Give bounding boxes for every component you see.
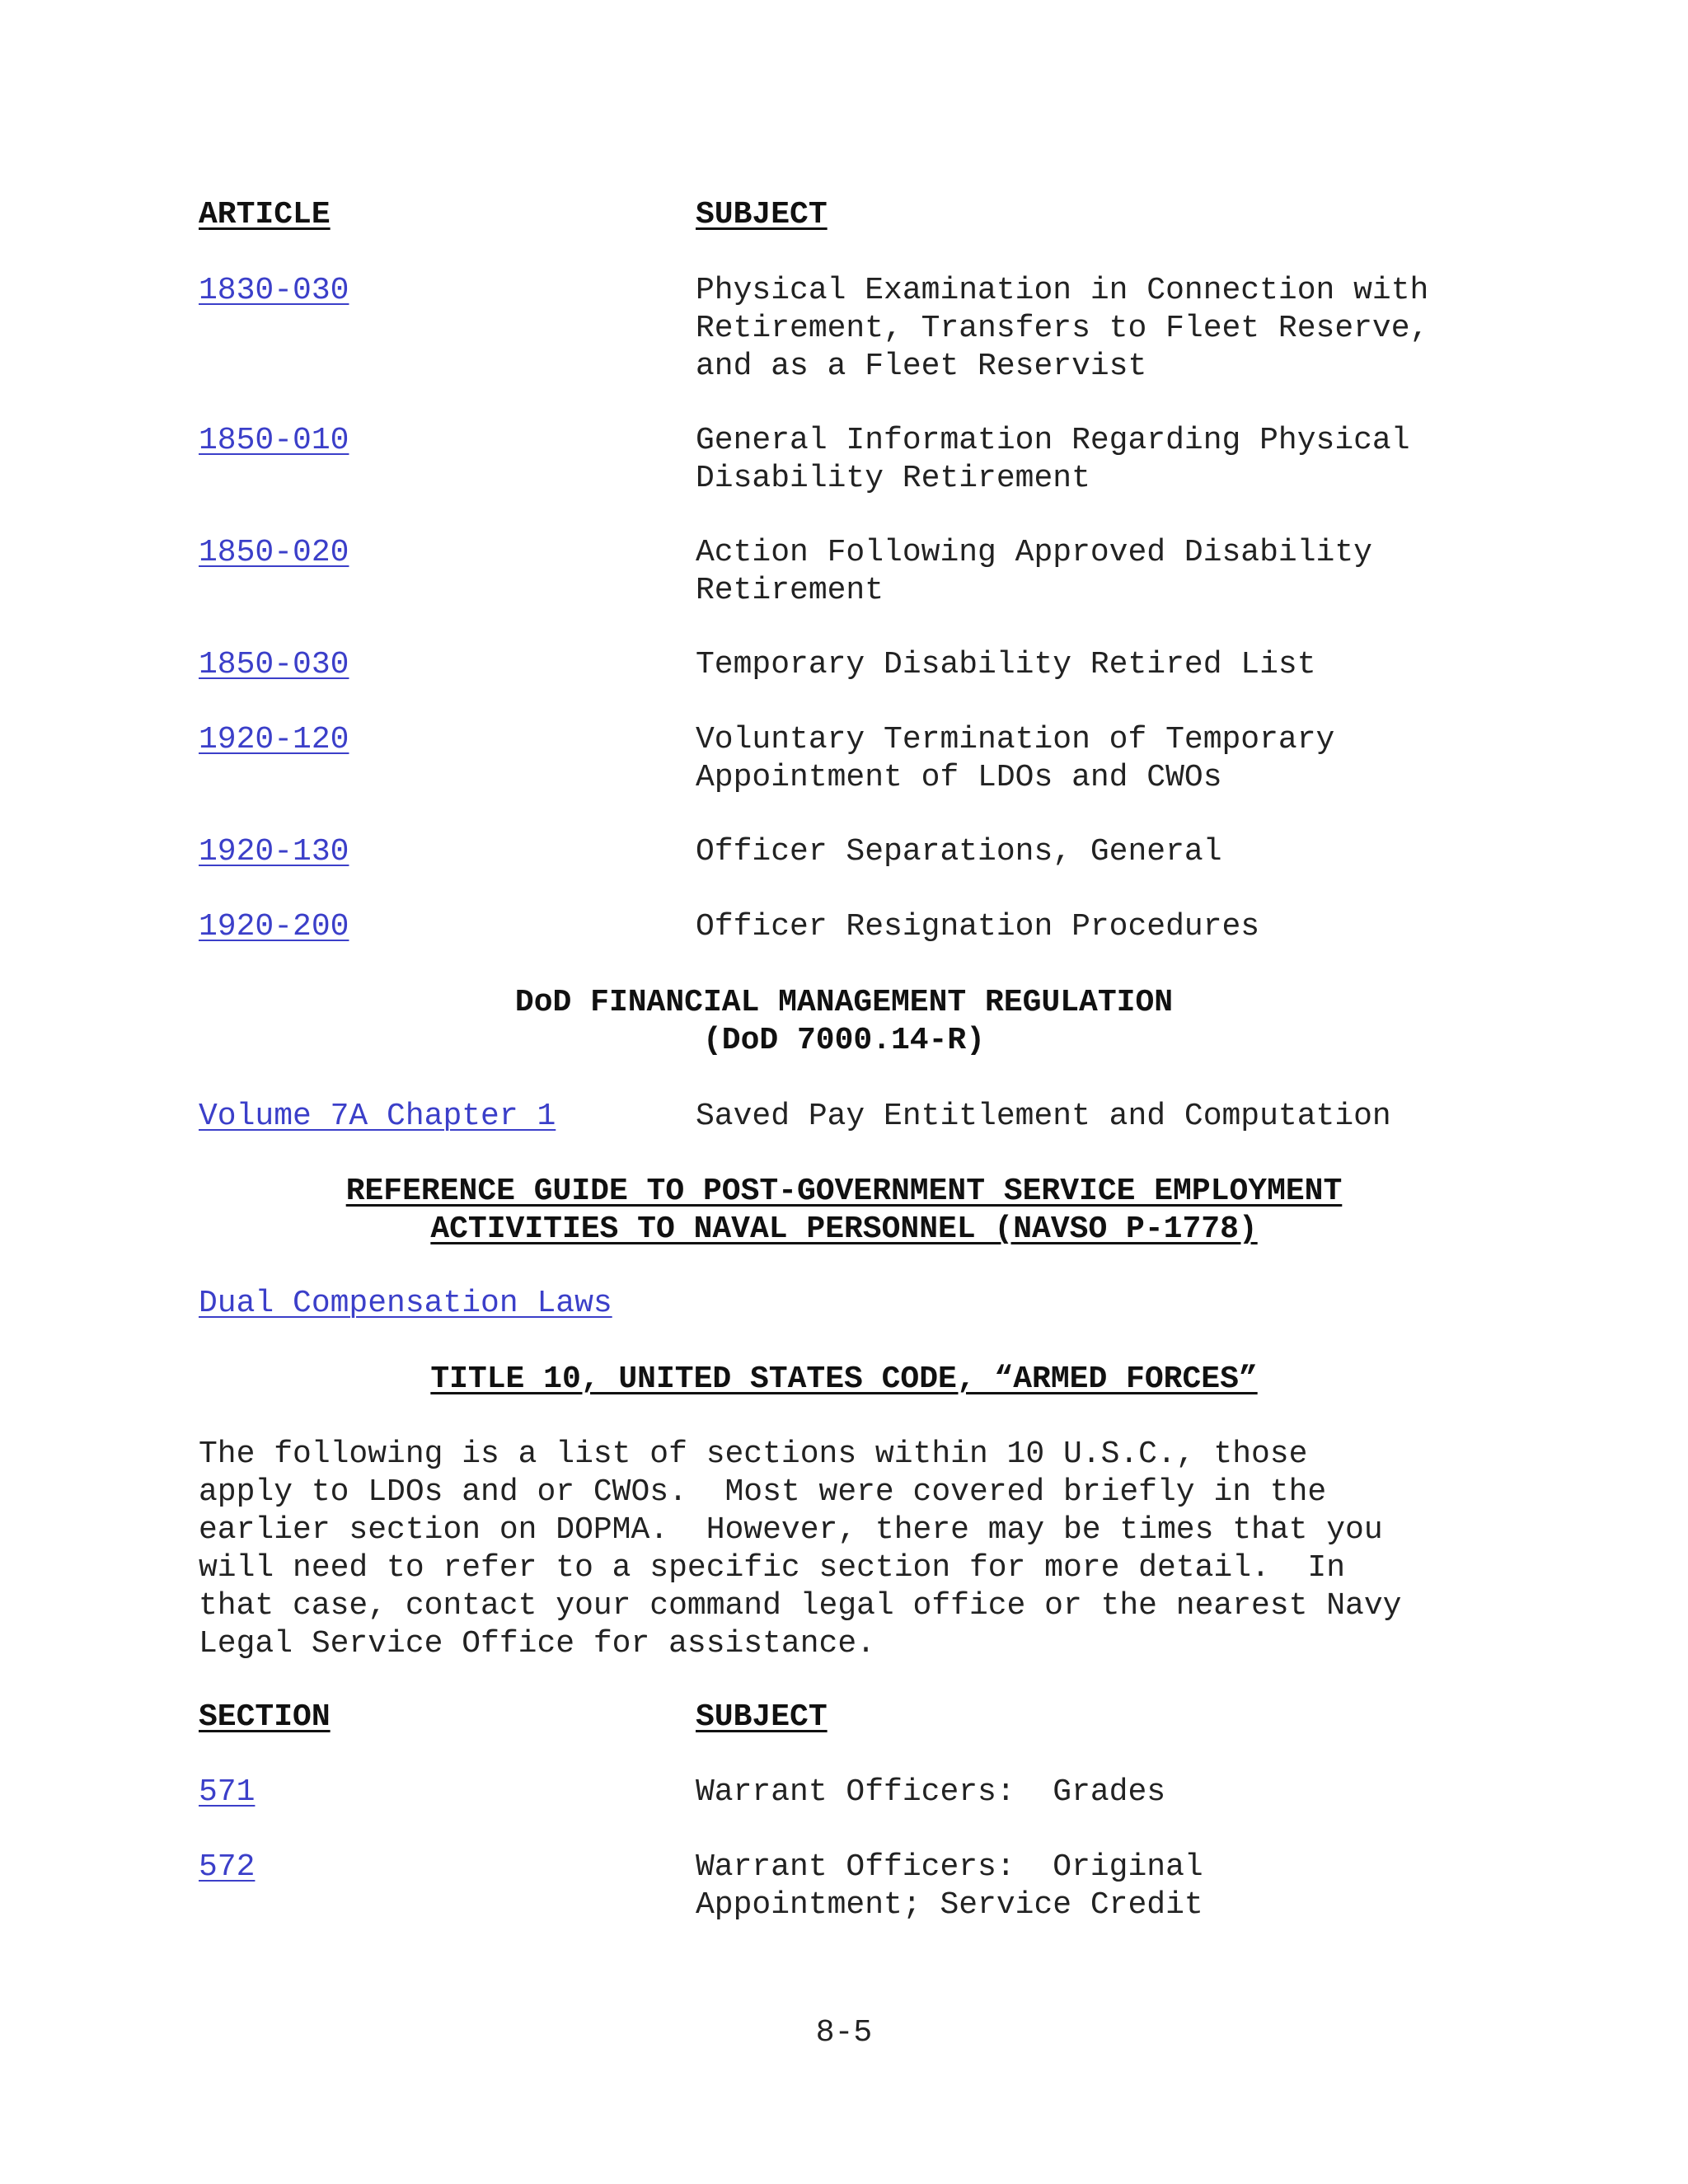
paragraph-line: will need to refer to a specific section for more detail. In: [199, 1550, 1346, 1586]
article-link-1920-200[interactable]: 1920-200: [199, 909, 349, 944]
row-subject: [696, 272, 1520, 386]
subject-line: Temporary Disability Retired List: [696, 647, 1316, 682]
subject-line: Disability Retirement: [696, 461, 1090, 496]
subject-line: Retirement, Transfers to Fleet Reserve,: [696, 311, 1429, 346]
title-10-paragraph: [199, 1436, 1550, 1663]
subject-line: Retirement: [696, 573, 884, 608]
paragraph-line: Legal Service Office for assistance.: [199, 1626, 875, 1661]
row-subject: [696, 1849, 1520, 1924]
row-subject: [696, 534, 1520, 610]
paragraph-line: earlier section on DOPMA. However, there may be times that you: [199, 1512, 1383, 1548]
dod-fmr-heading-line2: (DoD 7000.14-R): [702, 1023, 986, 1058]
title-10-heading: [0, 1361, 1688, 1399]
dual-compensation-laws-link[interactable]: Dual Compensation Laws: [199, 1286, 612, 1321]
subject-column-header: SUBJECT: [696, 1699, 828, 1735]
section-column-header: SECTION: [199, 1699, 331, 1735]
title-10-heading-text: TITLE 10, UNITED STATES CODE, “ARMED FORCES”: [430, 1361, 1258, 1397]
article-link-1850-030[interactable]: 1850-030: [199, 647, 349, 682]
subject-line: Warrant Officers: Grades: [696, 1774, 1166, 1810]
section-link-572[interactable]: 572: [199, 1849, 256, 1885]
subject-line: Action Following Approved Disability: [696, 535, 1372, 570]
volume-7a-chapter-1-link[interactable]: Volume 7A Chapter 1: [199, 1099, 556, 1134]
dod-fmr-heading: [0, 984, 1688, 1060]
reference-guide-heading-line2: ACTIVITIES TO NAVAL PERSONNEL (NAVSO P-1778): [430, 1212, 1258, 1247]
subject-line: Officer Resignation Procedures: [696, 909, 1260, 944]
paragraph-line: The following is a list of sections within 10 U.S.C., those: [199, 1436, 1308, 1472]
subject-line: Appointment of LDOs and CWOs: [696, 760, 1222, 795]
subject-line: Appointment; Service Credit: [696, 1887, 1203, 1923]
subject-line: Warrant Officers: Original: [696, 1849, 1203, 1885]
reference-guide-heading: [0, 1173, 1688, 1249]
page-number: 8-5: [815, 2015, 873, 2050]
row-subject: [696, 721, 1520, 797]
row-subject: [696, 908, 1520, 946]
subject-line: Physical Examination in Connection with: [696, 273, 1429, 308]
section-link-571[interactable]: 571: [199, 1774, 256, 1810]
subject-column-header: SUBJECT: [696, 197, 828, 232]
paragraph-line: apply to LDOs and or CWOs. Most were covered briefly in the: [199, 1474, 1327, 1510]
dod-fmr-heading-line1: DoD FINANCIAL MANAGEMENT REGULATION: [514, 985, 1174, 1020]
row-subject: [696, 1098, 1520, 1136]
paragraph-line: that case, contact your command legal office or the nearest Navy: [199, 1588, 1402, 1624]
row-subject: [696, 1774, 1520, 1811]
reference-guide-heading-line1: REFERENCE GUIDE TO POST-GOVERNMENT SERVICE EMPLOYMENT: [345, 1174, 1343, 1209]
article-link-1830-030[interactable]: 1830-030: [199, 273, 349, 308]
row-subject: [696, 646, 1520, 684]
article-link-1920-130[interactable]: 1920-130: [199, 834, 349, 869]
subject-line: Saved Pay Entitlement and Computation: [696, 1099, 1391, 1134]
article-link-1920-120[interactable]: 1920-120: [199, 722, 349, 757]
subject-line: Officer Separations, General: [696, 834, 1222, 869]
article-link-1850-010[interactable]: 1850-010: [199, 423, 349, 458]
article-link-1850-020[interactable]: 1850-020: [199, 535, 349, 570]
subject-line: and as a Fleet Reservist: [696, 349, 1147, 384]
subject-line: General Information Regarding Physical: [696, 423, 1410, 458]
subject-line: Voluntary Termination of Temporary: [696, 722, 1335, 757]
row-subject: [696, 833, 1520, 871]
article-column-header: ARTICLE: [199, 197, 331, 232]
row-subject: [696, 422, 1520, 498]
